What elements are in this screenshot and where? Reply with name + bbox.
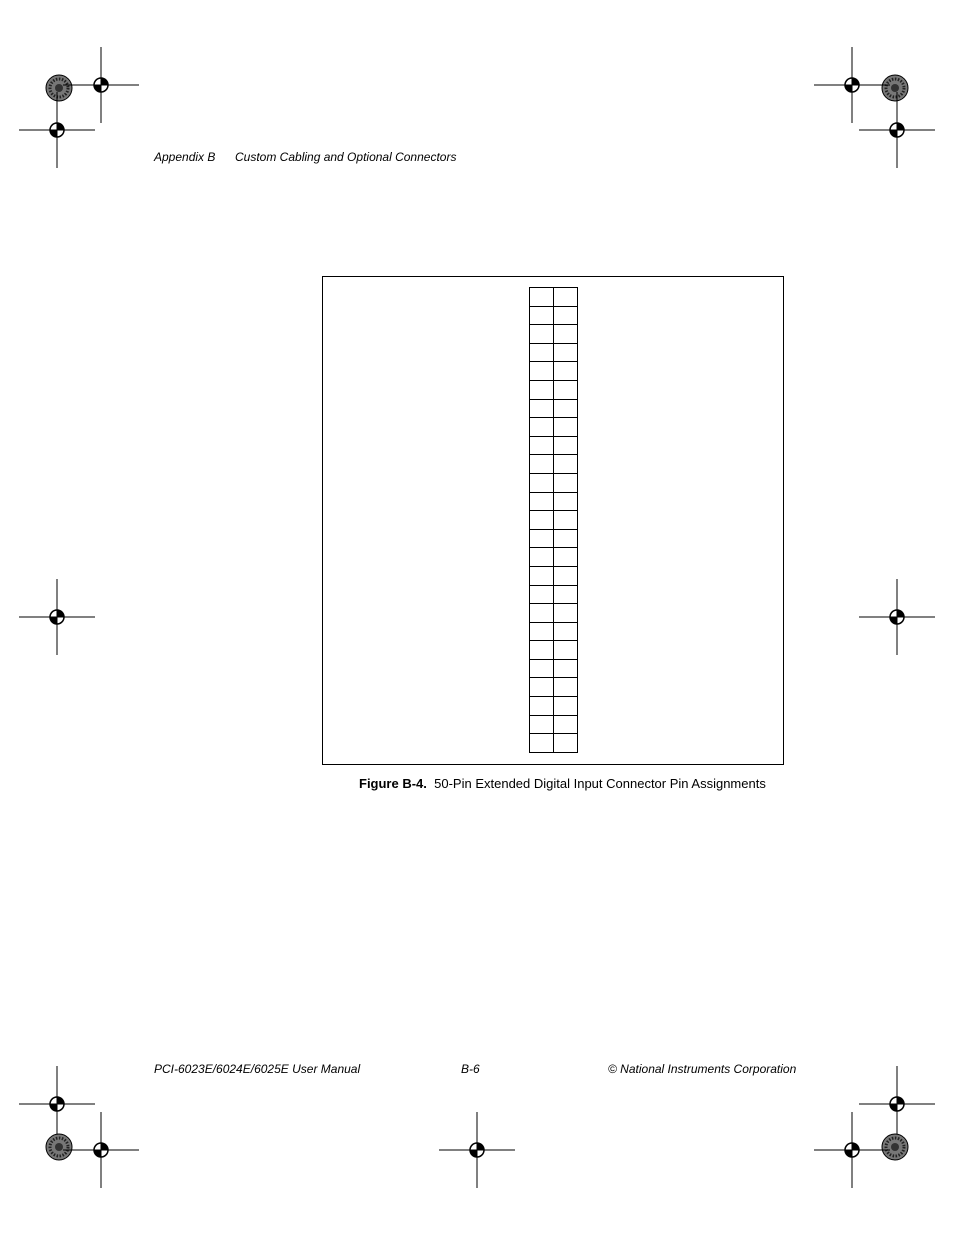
header-section: Appendix B bbox=[154, 150, 216, 164]
starburst-mark-top-left bbox=[46, 75, 72, 101]
crosshair-mark bbox=[439, 1112, 515, 1188]
crosshair-mark bbox=[63, 1112, 139, 1188]
footer-manual: PCI-6023E/6024E/6025E User Manual bbox=[154, 1062, 361, 1076]
starburst-mark-bottom-right bbox=[882, 1134, 908, 1160]
figure-caption-text: 50-Pin Extended Digital Input Connector Pin Assignments bbox=[434, 776, 766, 791]
starburst-mark-bottom-left bbox=[46, 1134, 72, 1160]
crosshair-mark bbox=[814, 1112, 890, 1188]
crosshair-mark bbox=[814, 47, 890, 123]
crosshair-mark bbox=[19, 579, 95, 655]
crosshair-mark bbox=[63, 47, 139, 123]
crosshair-mark bbox=[859, 579, 935, 655]
header-title: Custom Cabling and Optional Connectors bbox=[235, 150, 457, 164]
footer-page-number: B-6 bbox=[461, 1062, 480, 1076]
starburst-mark-top-right bbox=[882, 75, 908, 101]
figure-label: Figure B-4. bbox=[359, 776, 427, 791]
crosshair-mark bbox=[859, 92, 935, 168]
crosshair-mark bbox=[859, 1066, 935, 1142]
crosshair-mark bbox=[19, 92, 95, 168]
footer-copyright: © National Instruments Corporation bbox=[608, 1062, 797, 1076]
crosshair-mark bbox=[19, 1066, 95, 1142]
